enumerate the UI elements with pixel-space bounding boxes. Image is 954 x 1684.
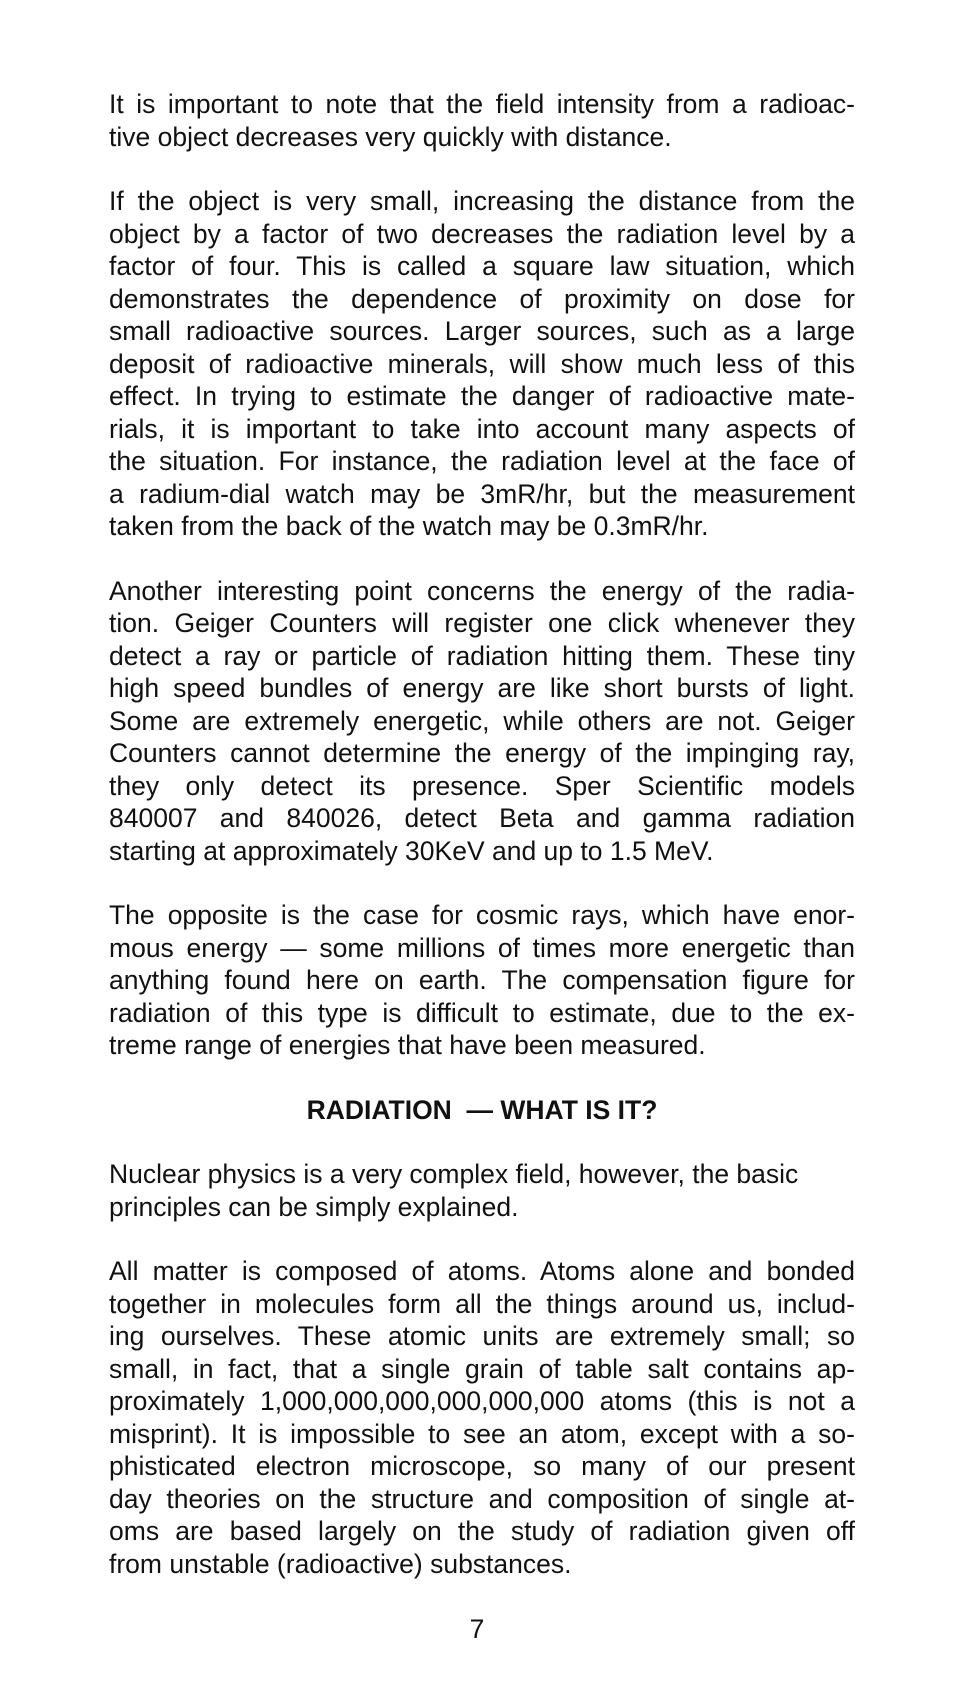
- document-body: [109, 88, 855, 1612]
- text-line: object by a factor of two decreases the radiation level by a: [109, 218, 855, 249]
- text-line: a radium-dial watch may be 3mR/hr, but the measurement: [109, 478, 855, 509]
- text-line: the situation. For instance, the radiation level at the face of: [109, 446, 855, 476]
- text-line: effect. In trying to estimate the danger of radioactive mate-: [109, 381, 855, 411]
- text-line: anything found here on earth. The compensation figure for: [109, 965, 855, 995]
- text-line: The opposite is the case for cosmic rays, which have enor-: [109, 900, 855, 930]
- text-line: radiation of this type is difficult to estimate, due to the ex-: [109, 997, 855, 1028]
- text-line: taken from the back of the watch may be 0.3mR/hr.: [109, 511, 709, 541]
- text-line: day theories on the structure and composition of single at-: [109, 1483, 855, 1514]
- text-line: deposit of radioactive minerals, will show much less of this: [109, 348, 855, 379]
- text-line: starting at approximately 30KeV and up to 1.5 MeV.: [109, 835, 714, 866]
- paragraph-radiation-energy: [109, 575, 855, 868]
- paragraph-atoms: [109, 1255, 855, 1580]
- text-line: misprint). It is impossible to see an atom, except with a so-: [109, 1418, 855, 1449]
- text-line: proximately 1,000,000,000,000,000,000 atoms (this is not a: [109, 1386, 855, 1416]
- text-line: It is important to note that the field intensity from a radioac-: [109, 89, 855, 119]
- text-line: All matter is composed of atoms. Atoms alone and bonded: [109, 1256, 855, 1286]
- text-line: Counters cannot determine the energy of the impinging ray,: [109, 738, 855, 768]
- text-line: treme range of energies that have been measured.: [109, 1030, 706, 1060]
- text-line: demonstrates the dependence of proximity on dose for: [109, 283, 855, 314]
- text-line: factor of four. This is called a square law situation, which: [109, 251, 855, 281]
- text-line: If the object is very small, increasing the distance from the: [109, 186, 855, 216]
- text-line: rials, it is important to take into account many aspects of: [109, 413, 855, 444]
- text-line: 840007 and 840026, detect Beta and gamma radiation: [109, 803, 855, 833]
- paragraph-field-intensity: [109, 88, 855, 153]
- text-line: Some are extremely energetic, while others are not. Geiger: [109, 705, 855, 736]
- paragraph-nuclear-physics: [109, 1158, 855, 1223]
- text-line: together in molecules form all the things around us, includ-: [109, 1288, 855, 1319]
- text-line: detect a ray or particle of radiation hitting them. These tiny: [109, 640, 855, 671]
- text-line: phisticated electron microscope, so many of our present: [109, 1451, 855, 1481]
- text-line: mous energy — some millions of times more energetic than: [109, 932, 855, 963]
- text-line: Another interesting point concerns the energy of the radia-: [109, 575, 855, 606]
- text-line: oms are based largely on the study of radiation given off: [109, 1516, 855, 1546]
- section-heading: RADIATION — WHAT IS IT?: [306, 1094, 658, 1125]
- text-line: ing ourselves. These atomic units are extremely small; so: [109, 1321, 855, 1351]
- text-line: small, in fact, that a single grain of table salt contains ap-: [109, 1353, 855, 1384]
- text-line: Nuclear physics is a very complex field, however, the basic: [109, 1159, 799, 1189]
- text-line: tive object decreases very quickly with distance.: [109, 121, 672, 152]
- paragraph-cosmic-rays: [109, 899, 855, 1062]
- text-line: high speed bundles of energy are like short bursts of light.: [109, 673, 855, 703]
- text-line: from unstable (radioactive) substances.: [109, 1548, 572, 1579]
- paragraph-square-law: [109, 185, 855, 543]
- text-line: principles can be simply explained.: [109, 1191, 519, 1222]
- text-line: small radioactive sources. Larger sources, such as a large: [109, 316, 855, 346]
- text-line: tion. Geiger Counters will register one click whenever they: [109, 608, 855, 638]
- text-line: they only detect its presence. Sper Scientific models: [109, 770, 855, 801]
- page-number: 7: [469, 1614, 485, 1644]
